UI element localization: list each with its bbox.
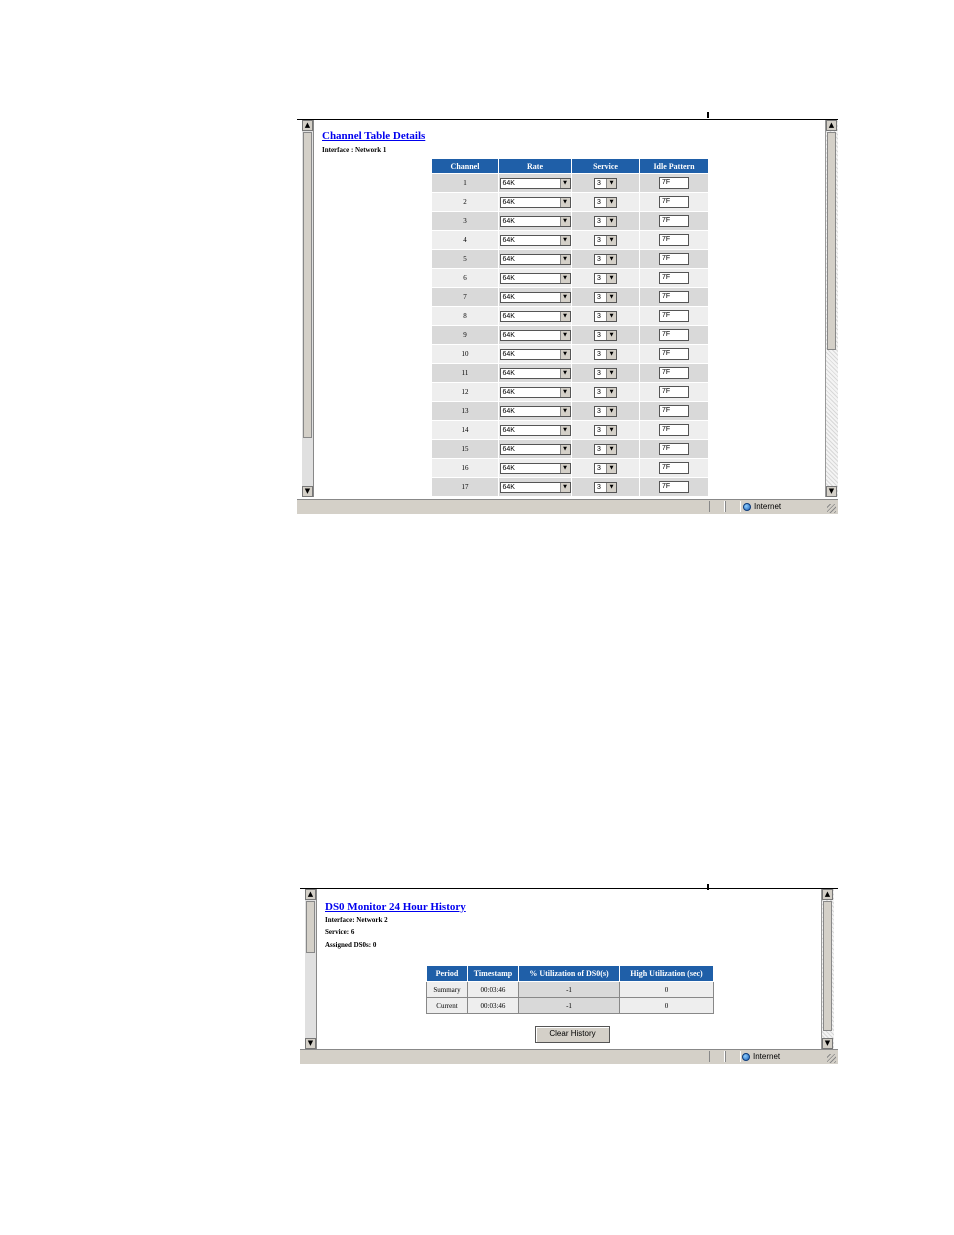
service-value: 3 bbox=[597, 236, 601, 244]
idle-pattern-input[interactable]: 7F bbox=[659, 443, 689, 455]
timestamp-cell: 00:03:46 bbox=[468, 982, 519, 998]
idle-pattern-cell bbox=[640, 174, 709, 193]
idle-pattern-cell bbox=[640, 307, 709, 326]
idle-pattern-cell bbox=[640, 345, 709, 364]
scroll-up-icon[interactable]: ▲ bbox=[302, 120, 313, 131]
rate-cell bbox=[499, 459, 572, 478]
channel-number-cell: 5 bbox=[432, 250, 499, 269]
high-utilization-cell: 0 bbox=[620, 998, 714, 1014]
high-utilization-cell: 0 bbox=[620, 982, 714, 998]
idle-pattern-input[interactable]: 7F bbox=[659, 234, 689, 246]
column-header-idle-pattern: Idle Pattern bbox=[640, 159, 709, 174]
service-select[interactable] bbox=[594, 482, 617, 493]
idle-pattern-cell bbox=[640, 269, 709, 288]
chevron-down-icon[interactable]: ▼ bbox=[606, 255, 616, 264]
chevron-down-icon[interactable]: ▼ bbox=[560, 331, 570, 340]
rate-cell bbox=[499, 174, 572, 193]
status-cell bbox=[725, 501, 741, 512]
utilization-cell: -1 bbox=[519, 982, 620, 998]
rate-cell bbox=[499, 478, 572, 497]
idle-pattern-cell bbox=[640, 364, 709, 383]
idle-pattern-input[interactable]: 7F bbox=[659, 367, 689, 379]
ds0-history-window bbox=[300, 884, 838, 1064]
idle-pattern-input[interactable]: 7F bbox=[659, 215, 689, 227]
chevron-down-icon[interactable]: ▼ bbox=[606, 426, 616, 435]
window-top-border bbox=[300, 888, 838, 889]
chevron-down-icon[interactable]: ▼ bbox=[560, 426, 570, 435]
scroll-down-icon[interactable]: ▼ bbox=[302, 486, 313, 497]
period-cell: Summary bbox=[427, 982, 468, 998]
rate-select[interactable] bbox=[500, 406, 571, 417]
service-cell bbox=[572, 269, 640, 288]
service-value: 3 bbox=[597, 350, 601, 358]
idle-pattern-cell bbox=[640, 383, 709, 402]
idle-pattern-cell bbox=[640, 231, 709, 250]
chevron-down-icon[interactable]: ▼ bbox=[560, 407, 570, 416]
idle-pattern-cell bbox=[640, 212, 709, 231]
table-header-row bbox=[427, 966, 714, 982]
rate-value: 64K bbox=[502, 445, 515, 453]
rate-select[interactable] bbox=[500, 273, 571, 284]
idle-pattern-cell bbox=[640, 459, 709, 478]
service-select[interactable] bbox=[594, 406, 617, 417]
channel-number-cell: 14 bbox=[432, 421, 499, 440]
scroll-down-icon[interactable]: ▼ bbox=[822, 1038, 833, 1049]
history-table bbox=[426, 965, 714, 1014]
service-select[interactable] bbox=[594, 292, 617, 303]
chevron-down-icon[interactable]: ▼ bbox=[606, 198, 616, 207]
table-row bbox=[432, 421, 709, 440]
zone-label: Internet bbox=[753, 1052, 781, 1061]
idle-pattern-input[interactable]: 7F bbox=[659, 253, 689, 265]
rate-cell bbox=[499, 345, 572, 364]
chevron-down-icon[interactable]: ▼ bbox=[606, 445, 616, 454]
scroll-thumb[interactable] bbox=[827, 132, 836, 350]
service-value: 3 bbox=[597, 407, 601, 415]
rate-select[interactable] bbox=[500, 482, 571, 493]
service-value: 3 bbox=[597, 179, 601, 187]
service-select[interactable] bbox=[594, 254, 617, 265]
scroll-thumb[interactable] bbox=[306, 901, 315, 953]
column-header-rate: Rate bbox=[499, 159, 572, 174]
chevron-down-icon[interactable]: ▼ bbox=[606, 274, 616, 283]
idle-pattern-input[interactable]: 7F bbox=[659, 272, 689, 284]
window-tick-mark bbox=[707, 884, 709, 890]
scroll-up-icon[interactable]: ▲ bbox=[305, 889, 316, 900]
rate-cell bbox=[499, 307, 572, 326]
rate-value: 64K bbox=[502, 274, 515, 282]
service-value: 3 bbox=[597, 369, 601, 377]
table-header-row bbox=[432, 159, 709, 174]
rate-value: 64K bbox=[502, 179, 515, 187]
rate-select[interactable] bbox=[500, 235, 571, 246]
service-cell bbox=[572, 250, 640, 269]
chevron-down-icon[interactable]: ▼ bbox=[560, 255, 570, 264]
service-cell bbox=[572, 174, 640, 193]
channel-number-cell: 8 bbox=[432, 307, 499, 326]
table-row bbox=[432, 307, 709, 326]
idle-pattern-input[interactable]: 7F bbox=[659, 348, 689, 360]
channel-number-cell: 11 bbox=[432, 364, 499, 383]
service-value: 3 bbox=[597, 483, 601, 491]
table-row bbox=[432, 383, 709, 402]
chevron-down-icon[interactable]: ▼ bbox=[606, 179, 616, 188]
timestamp-cell: 00:03:46 bbox=[468, 998, 519, 1014]
rate-value: 64K bbox=[502, 217, 515, 225]
table-row bbox=[432, 478, 709, 497]
chevron-down-icon[interactable]: ▼ bbox=[560, 483, 570, 492]
service-select[interactable] bbox=[594, 349, 617, 360]
table-row bbox=[432, 440, 709, 459]
rate-value: 64K bbox=[502, 483, 515, 491]
idle-pattern-cell bbox=[640, 193, 709, 212]
chevron-down-icon[interactable]: ▼ bbox=[560, 312, 570, 321]
service-select[interactable] bbox=[594, 235, 617, 246]
scroll-down-icon[interactable]: ▼ bbox=[826, 486, 837, 497]
rate-select[interactable] bbox=[500, 368, 571, 379]
rate-select[interactable] bbox=[500, 387, 571, 398]
assigned-ds0s-label: Assigned DS0s: 0 bbox=[325, 941, 377, 949]
scroll-thumb[interactable] bbox=[823, 901, 832, 1031]
service-cell bbox=[572, 364, 640, 383]
right-scrollbar[interactable] bbox=[821, 889, 834, 1049]
rate-value: 64K bbox=[502, 331, 515, 339]
table-row bbox=[432, 459, 709, 478]
rate-select[interactable] bbox=[500, 349, 571, 360]
column-header-service: Service bbox=[572, 159, 640, 174]
rate-value: 64K bbox=[502, 236, 515, 244]
channel-number-cell: 9 bbox=[432, 326, 499, 345]
column-header-channel: Channel bbox=[432, 159, 499, 174]
idle-pattern-cell bbox=[640, 421, 709, 440]
idle-pattern-input[interactable]: 7F bbox=[659, 196, 689, 208]
idle-pattern-input[interactable]: 7F bbox=[659, 329, 689, 341]
rate-select[interactable] bbox=[500, 330, 571, 341]
rate-select[interactable] bbox=[500, 216, 571, 227]
service-cell bbox=[572, 402, 640, 421]
chevron-down-icon[interactable]: ▼ bbox=[560, 293, 570, 302]
service-value: 3 bbox=[597, 388, 601, 396]
utilization-cell: -1 bbox=[519, 998, 620, 1014]
scroll-up-icon[interactable]: ▲ bbox=[826, 120, 837, 131]
rate-value: 64K bbox=[502, 312, 515, 320]
status-bar bbox=[300, 1049, 838, 1064]
service-cell bbox=[572, 345, 640, 364]
rate-select[interactable] bbox=[500, 425, 571, 436]
channel-number-cell: 7 bbox=[432, 288, 499, 307]
service-value: 3 bbox=[597, 217, 601, 225]
rate-cell bbox=[499, 288, 572, 307]
clear-history-button[interactable]: Clear History bbox=[535, 1026, 610, 1043]
service-cell bbox=[572, 383, 640, 402]
service-cell bbox=[572, 478, 640, 497]
service-value: 3 bbox=[597, 331, 601, 339]
rate-cell bbox=[499, 402, 572, 421]
service-select[interactable] bbox=[594, 387, 617, 398]
chevron-down-icon[interactable]: ▼ bbox=[606, 464, 616, 473]
rate-value: 64K bbox=[502, 350, 515, 358]
service-select[interactable] bbox=[594, 368, 617, 379]
table-row bbox=[432, 402, 709, 421]
table-row bbox=[427, 982, 714, 998]
chevron-down-icon[interactable]: ▼ bbox=[560, 350, 570, 359]
rate-value: 64K bbox=[502, 464, 515, 472]
rate-select[interactable] bbox=[500, 254, 571, 265]
rate-cell bbox=[499, 250, 572, 269]
idle-pattern-cell bbox=[640, 478, 709, 497]
service-value: 3 bbox=[597, 464, 601, 472]
idle-pattern-cell bbox=[640, 250, 709, 269]
scroll-down-icon[interactable]: ▼ bbox=[305, 1038, 316, 1049]
channel-number-cell: 2 bbox=[432, 193, 499, 212]
service-select[interactable] bbox=[594, 444, 617, 455]
idle-pattern-cell bbox=[640, 440, 709, 459]
channel-number-cell: 10 bbox=[432, 345, 499, 364]
chevron-down-icon[interactable]: ▼ bbox=[560, 217, 570, 226]
rate-cell bbox=[499, 231, 572, 250]
service-value: 3 bbox=[597, 312, 601, 320]
channel-number-cell: 3 bbox=[432, 212, 499, 231]
chevron-down-icon[interactable]: ▼ bbox=[560, 388, 570, 397]
table-row bbox=[432, 250, 709, 269]
globe-icon bbox=[742, 1053, 750, 1061]
service-cell bbox=[572, 193, 640, 212]
chevron-down-icon[interactable]: ▼ bbox=[606, 293, 616, 302]
status-cell bbox=[725, 1051, 741, 1062]
service-value: 3 bbox=[597, 198, 601, 206]
table-row bbox=[432, 193, 709, 212]
chevron-down-icon[interactable]: ▼ bbox=[606, 388, 616, 397]
rate-cell bbox=[499, 421, 572, 440]
rate-select[interactable] bbox=[500, 311, 571, 322]
interface-label: Interface: Network 2 bbox=[325, 916, 388, 924]
service-select[interactable] bbox=[594, 425, 617, 436]
idle-pattern-cell bbox=[640, 288, 709, 307]
channel-table-viewport bbox=[297, 112, 825, 497]
service-value: 3 bbox=[597, 445, 601, 453]
chevron-down-icon[interactable]: ▼ bbox=[560, 369, 570, 378]
column-header-utilization: % Utilization of DS0(s) bbox=[519, 966, 620, 982]
left-scrollbar[interactable] bbox=[305, 889, 317, 1049]
column-header-high-utilization: High Utilization (sec) bbox=[620, 966, 714, 982]
table-row bbox=[432, 364, 709, 383]
scroll-up-icon[interactable]: ▲ bbox=[822, 889, 833, 900]
idle-pattern-input[interactable]: 7F bbox=[659, 310, 689, 322]
service-label: Service: 6 bbox=[325, 928, 355, 936]
rate-select[interactable] bbox=[500, 444, 571, 455]
rate-value: 64K bbox=[502, 255, 515, 263]
service-select[interactable] bbox=[594, 463, 617, 474]
rate-select[interactable] bbox=[500, 197, 571, 208]
channel-table-body bbox=[432, 174, 709, 497]
service-select[interactable] bbox=[594, 197, 617, 208]
rate-cell bbox=[499, 212, 572, 231]
channel-number-cell: 12 bbox=[432, 383, 499, 402]
rate-select[interactable] bbox=[500, 463, 571, 474]
security-zone bbox=[742, 1051, 780, 1062]
zone-label: Internet bbox=[754, 502, 782, 511]
channel-number-cell: 13 bbox=[432, 402, 499, 421]
table-row bbox=[432, 288, 709, 307]
service-cell bbox=[572, 421, 640, 440]
globe-icon bbox=[743, 503, 751, 511]
chevron-down-icon[interactable]: ▼ bbox=[560, 464, 570, 473]
status-cell bbox=[709, 1051, 725, 1062]
service-cell bbox=[572, 459, 640, 478]
table-row bbox=[427, 998, 714, 1014]
chevron-down-icon[interactable]: ▼ bbox=[606, 369, 616, 378]
column-header-period: Period bbox=[427, 966, 468, 982]
idle-pattern-input[interactable]: 7F bbox=[659, 177, 689, 189]
service-select[interactable] bbox=[594, 311, 617, 322]
service-value: 3 bbox=[597, 255, 601, 263]
chevron-down-icon[interactable]: ▼ bbox=[560, 179, 570, 188]
channel-number-cell: 16 bbox=[432, 459, 499, 478]
chevron-down-icon[interactable]: ▼ bbox=[560, 274, 570, 283]
table-row bbox=[432, 326, 709, 345]
table-row bbox=[432, 174, 709, 193]
channel-number-cell: 17 bbox=[432, 478, 499, 497]
service-cell bbox=[572, 231, 640, 250]
idle-pattern-cell bbox=[640, 402, 709, 421]
table-row bbox=[432, 231, 709, 250]
idle-pattern-input[interactable]: 7F bbox=[659, 405, 689, 417]
service-cell bbox=[572, 288, 640, 307]
channel-number-cell: 15 bbox=[432, 440, 499, 459]
service-cell bbox=[572, 212, 640, 231]
rate-value: 64K bbox=[502, 407, 515, 415]
rate-value: 64K bbox=[502, 198, 515, 206]
column-header-timestamp: Timestamp bbox=[468, 966, 519, 982]
rate-select[interactable] bbox=[500, 292, 571, 303]
rate-value: 64K bbox=[502, 369, 515, 377]
rate-cell bbox=[499, 193, 572, 212]
service-value: 3 bbox=[597, 426, 601, 434]
rate-select[interactable] bbox=[500, 178, 571, 189]
resize-grip-icon[interactable] bbox=[827, 504, 836, 513]
security-zone bbox=[743, 501, 781, 512]
service-value: 3 bbox=[597, 293, 601, 301]
chevron-down-icon[interactable]: ▼ bbox=[606, 236, 616, 245]
interface-label: Interface : Network 1 bbox=[322, 146, 387, 154]
idle-pattern-input[interactable]: 7F bbox=[659, 386, 689, 398]
status-bar bbox=[297, 499, 838, 514]
service-cell bbox=[572, 326, 640, 345]
table-row bbox=[432, 345, 709, 364]
channel-number-cell: 6 bbox=[432, 269, 499, 288]
status-cell bbox=[709, 501, 725, 512]
idle-pattern-cell bbox=[640, 326, 709, 345]
idle-pattern-input[interactable]: 7F bbox=[659, 424, 689, 436]
chevron-down-icon[interactable]: ▼ bbox=[560, 198, 570, 207]
rate-value: 64K bbox=[502, 388, 515, 396]
service-cell bbox=[572, 307, 640, 326]
chevron-down-icon[interactable]: ▼ bbox=[606, 407, 616, 416]
service-value: 3 bbox=[597, 274, 601, 282]
rate-value: 64K bbox=[502, 293, 515, 301]
channel-table bbox=[431, 158, 709, 497]
idle-pattern-input[interactable]: 7F bbox=[659, 291, 689, 303]
channel-number-cell: 4 bbox=[432, 231, 499, 250]
table-row bbox=[432, 212, 709, 231]
chevron-down-icon[interactable]: ▼ bbox=[606, 217, 616, 226]
rate-cell bbox=[499, 364, 572, 383]
period-cell: Current bbox=[427, 998, 468, 1014]
chevron-down-icon[interactable]: ▼ bbox=[606, 483, 616, 492]
page-title-link[interactable]: Channel Table Details bbox=[322, 130, 426, 142]
table-row bbox=[432, 269, 709, 288]
rate-cell bbox=[499, 383, 572, 402]
service-select[interactable] bbox=[594, 216, 617, 227]
channel-number-cell: 1 bbox=[432, 174, 499, 193]
rate-cell bbox=[499, 269, 572, 288]
right-scrollbar[interactable] bbox=[825, 120, 838, 497]
resize-grip-icon[interactable] bbox=[827, 1054, 836, 1063]
service-cell bbox=[572, 440, 640, 459]
chevron-down-icon[interactable]: ▼ bbox=[606, 350, 616, 359]
service-select[interactable] bbox=[594, 330, 617, 341]
page-title-link[interactable]: DS0 Monitor 24 Hour History bbox=[325, 901, 466, 913]
service-select[interactable] bbox=[594, 273, 617, 284]
chevron-down-icon[interactable]: ▼ bbox=[606, 312, 616, 321]
idle-pattern-input[interactable]: 7F bbox=[659, 462, 689, 474]
rate-cell bbox=[499, 326, 572, 345]
channel-table-window bbox=[297, 112, 838, 515]
idle-pattern-input[interactable]: 7F bbox=[659, 481, 689, 493]
chevron-down-icon[interactable]: ▼ bbox=[560, 236, 570, 245]
rate-value: 64K bbox=[502, 426, 515, 434]
rate-cell bbox=[499, 440, 572, 459]
chevron-down-icon[interactable]: ▼ bbox=[606, 331, 616, 340]
service-select[interactable] bbox=[594, 178, 617, 189]
chevron-down-icon[interactable]: ▼ bbox=[560, 445, 570, 454]
